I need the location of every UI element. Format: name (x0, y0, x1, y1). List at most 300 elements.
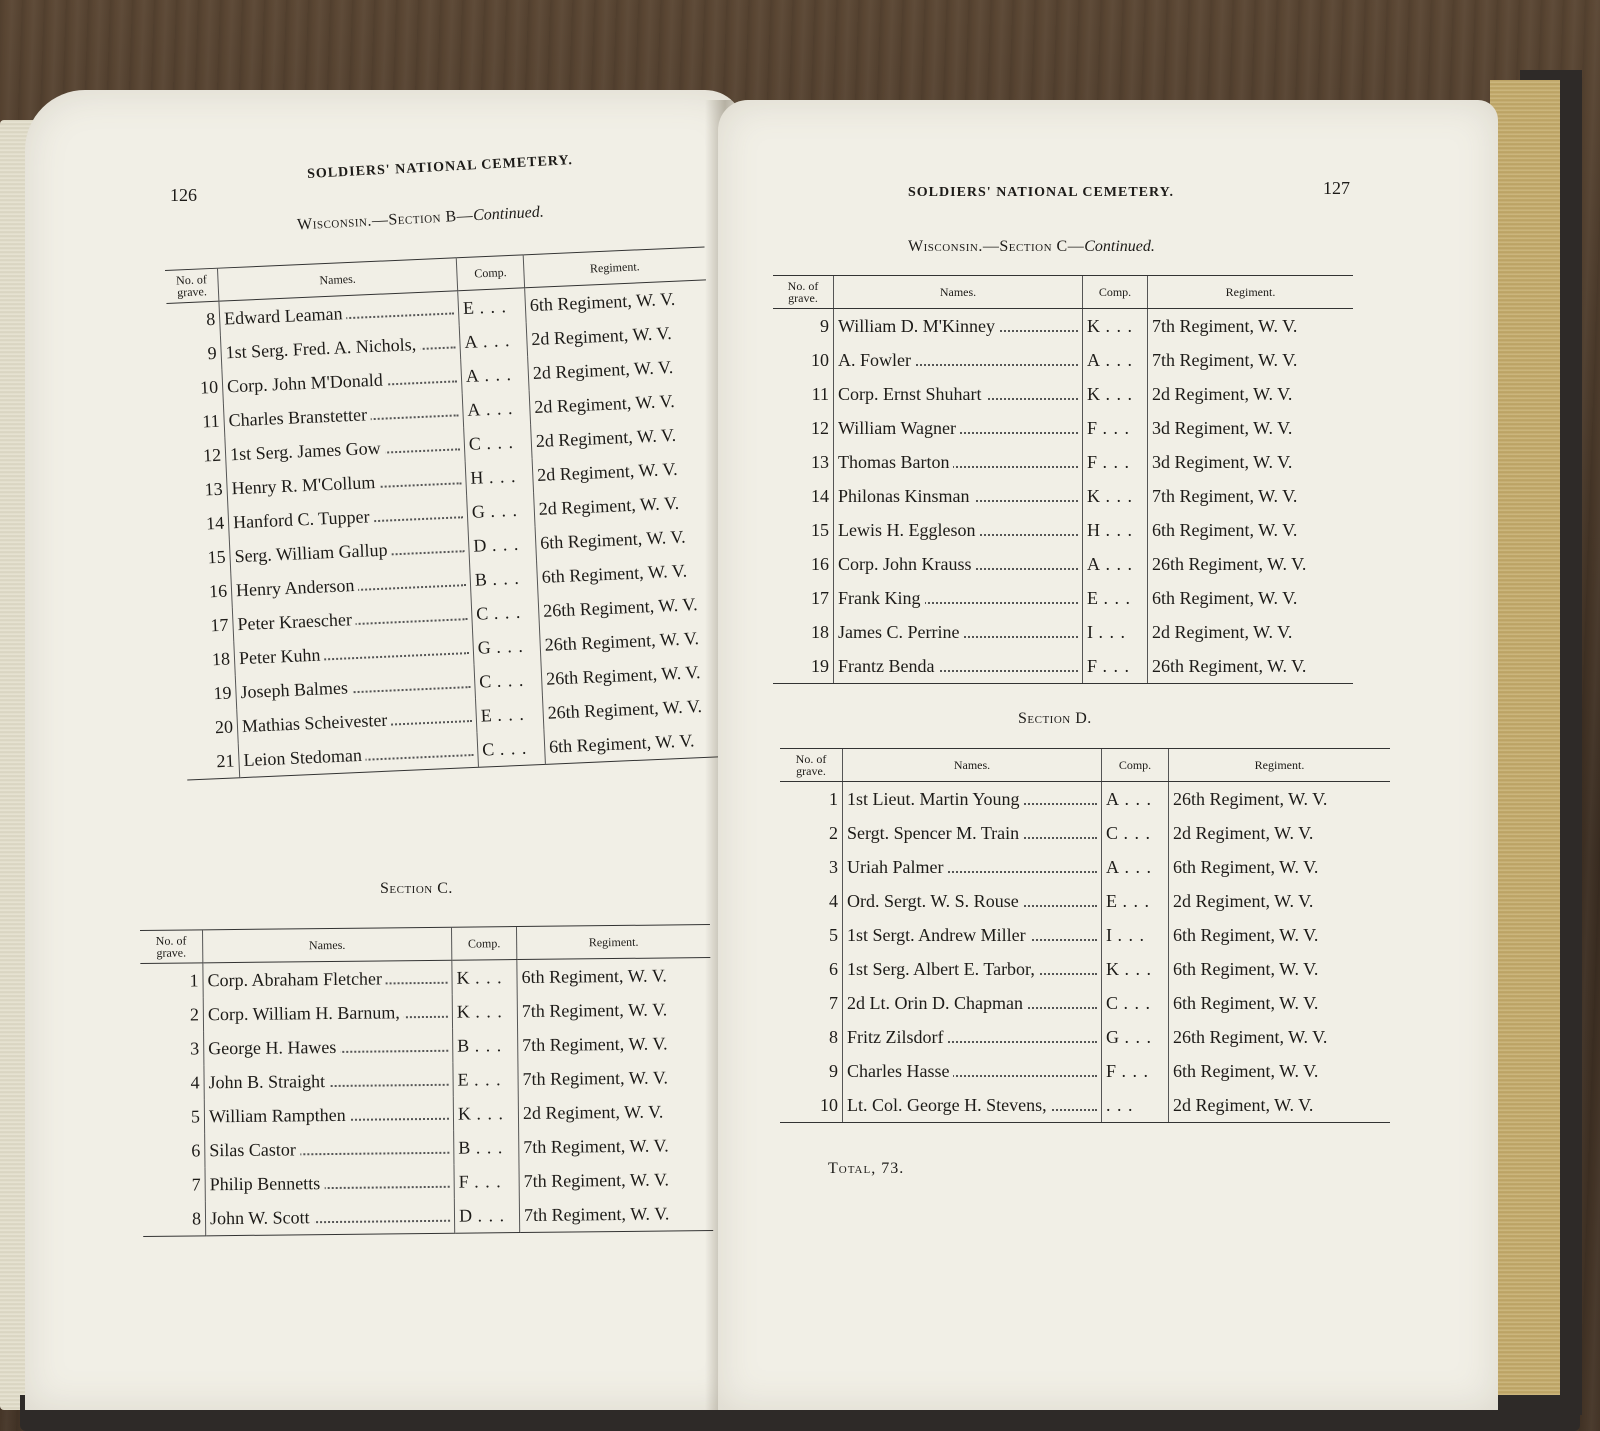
company-cell (454, 1198, 519, 1233)
name-cell (843, 850, 1102, 884)
company-letter: C (468, 432, 482, 454)
name-cell (834, 513, 1083, 547)
regiment-cell: 26th Regiment, W. V. (1169, 1020, 1391, 1054)
company-cell (471, 594, 539, 631)
soldier-name: 1st Serg. James Gow (230, 437, 385, 464)
company-letter: B (458, 1137, 471, 1158)
name-cell (843, 816, 1102, 850)
company-cell (476, 696, 544, 733)
table-row (780, 952, 1390, 986)
soldier-name: John B. Straight (208, 1071, 329, 1092)
leader-dots: . . . (1097, 417, 1131, 438)
leader-dots: . . . (1112, 924, 1145, 945)
company-letter: K (1087, 485, 1100, 506)
name-cell (843, 918, 1102, 952)
soldier-name: 1st Serg. Albert E. Tarbor, (847, 959, 1039, 979)
leader-dots: . . . (1100, 485, 1133, 506)
company-letter: C (1106, 992, 1119, 1013)
company-cell (1083, 309, 1148, 344)
grave-number: 9 (207, 342, 218, 363)
grave-number: 7 (829, 992, 838, 1013)
regiment-cell: 26th Regiment, W. V. (542, 688, 725, 730)
section-c-label: Section C. (380, 880, 453, 897)
grave-number: 6 (829, 958, 838, 979)
leader-dots: . . . (1093, 621, 1126, 642)
col-comp-header: Comp. (451, 927, 516, 961)
leader-dots: . . . (469, 1034, 503, 1056)
company-cell (1102, 952, 1169, 986)
regiment-cell: 2d Regiment, W. V. (1169, 1088, 1391, 1123)
soldier-name: William Rampthen (209, 1104, 350, 1125)
table-row (773, 649, 1353, 684)
grave-number: 1 (829, 788, 838, 809)
name-cell (204, 1029, 453, 1066)
regiment-cell: 7th Regiment, W. V. (518, 1060, 712, 1096)
regiment-cell: 2d Regiment, W. V. (1169, 884, 1391, 918)
col-names-header: Names. (203, 927, 452, 963)
regiment-cell: 6th Regiment, W. V. (1148, 581, 1354, 615)
grave-number: 14 (811, 485, 829, 506)
company-cell (453, 1028, 518, 1063)
grave-number: 3 (190, 1037, 200, 1058)
company-letter: F (458, 1171, 469, 1192)
company-cell (454, 1130, 519, 1165)
name-cell (843, 1054, 1102, 1088)
leader-dots: . . . (469, 1000, 503, 1022)
table-row (773, 411, 1353, 445)
page-edges-right (1490, 80, 1560, 1410)
company-letter: K (1087, 315, 1100, 336)
name-cell (843, 884, 1102, 918)
name-cell (834, 343, 1083, 377)
grave-number: 14 (205, 512, 225, 533)
soldier-name: Peter Kuhn (239, 644, 325, 668)
regiment-cell: 26th Regiment, W. V. (541, 654, 724, 696)
name-cell (843, 952, 1102, 986)
company-letter: H (1087, 519, 1100, 540)
regiment-cell: 6th Regiment, W. V. (1169, 918, 1391, 952)
table-row (773, 377, 1353, 411)
company-letter: A (1106, 788, 1119, 809)
grave-number: 19 (213, 682, 232, 703)
table-row (143, 1196, 713, 1236)
company-letter: B (457, 1035, 470, 1056)
leader-dots: . . . (486, 567, 521, 589)
soldier-name: William Wagner (838, 418, 960, 438)
soldier-name: John W. Scott (210, 1207, 314, 1228)
regiment-cell: 2d Regiment, W. V. (529, 382, 712, 424)
regiment-cell: 7th Regiment, W. V. (1148, 479, 1354, 513)
company-cell (1102, 918, 1169, 952)
soldier-name: 1st Lieut. Martin Young (847, 789, 1024, 809)
name-cell (834, 479, 1083, 513)
grave-number: 12 (202, 444, 222, 466)
company-cell (1102, 1054, 1169, 1088)
leader-dots: . . . (482, 465, 517, 487)
regiment-cell: 6th Regiment, W. V. (1169, 952, 1391, 986)
col-comp-header: Comp. (1102, 749, 1169, 782)
leader-dots: . . . (1100, 519, 1133, 540)
leader-dots: . . . (490, 669, 525, 691)
soldier-name: George H. Hawes (208, 1036, 340, 1057)
leader-dots: . . . (1119, 958, 1152, 979)
leader-dots: . . . (1119, 856, 1152, 877)
leader-dots: . . . (470, 1136, 504, 1158)
left-page (25, 90, 745, 1410)
regiment-cell: 6th Regiment, W. V. (535, 518, 718, 560)
leader-dots: . . . (473, 295, 508, 318)
company-cell (454, 1164, 519, 1199)
section-c-table (140, 924, 713, 1237)
company-letter: K (456, 1001, 470, 1022)
company-letter: H (469, 466, 484, 488)
company-letter: E (1106, 890, 1117, 911)
leader-dots: . . . (1116, 1060, 1150, 1081)
company-cell (452, 960, 517, 995)
company-letter: D (458, 1205, 473, 1226)
regiment-cell: 2d Regiment, W. V. (1169, 816, 1391, 850)
company-cell (1102, 850, 1169, 884)
company-letter: I (1106, 924, 1112, 945)
soldier-name: Leion Stedoman (243, 744, 366, 769)
regiment-cell: 26th Regiment, W. V. (1148, 547, 1354, 581)
table-row (773, 513, 1353, 547)
grave-number: 10 (811, 349, 829, 370)
company-cell (470, 560, 538, 597)
leader-dots: . . . (1118, 822, 1152, 843)
company-letter: E (462, 297, 475, 318)
company-cell (1083, 377, 1148, 411)
leader-dots: . . . (471, 1204, 506, 1226)
section-d-title (1018, 710, 1092, 728)
regiment-cell: 2d Regiment, W. V. (1148, 377, 1354, 411)
company-cell (1083, 513, 1148, 547)
col-names-header: Names. (843, 749, 1102, 782)
soldier-name: Corp. Abraham Fletcher (207, 968, 386, 990)
leader-dots: . . . (493, 737, 528, 759)
company-cell (1102, 986, 1169, 1020)
section-b-title (297, 204, 545, 235)
company-cell (464, 424, 532, 461)
col-no-header: No. of grave. (780, 749, 843, 782)
leader-dots: . . . (491, 703, 526, 725)
col-regiment-header: Regiment. (516, 925, 710, 960)
leader-dots: . . . (1097, 655, 1131, 676)
company-letter: D (472, 534, 487, 556)
table-row (780, 1054, 1390, 1088)
company-letter: A (1087, 553, 1100, 574)
name-cell (204, 1063, 453, 1100)
grave-number: 17 (210, 614, 229, 635)
company-cell (1083, 581, 1148, 615)
soldier-name: Mathias Scheivester (242, 709, 392, 736)
soldier-name: Thomas Barton (838, 452, 953, 472)
col-no-header: No. of grave. (773, 276, 834, 309)
section-c-continued-table (773, 275, 1353, 684)
section-b-label: Wisconsin.—Section B— (296, 207, 474, 234)
col-names-header: Names. (834, 276, 1083, 309)
company-cell (1102, 884, 1169, 918)
soldier-name: 2d Lt. Orin D. Chapman (847, 993, 1027, 1013)
leader-dots: . . . (1117, 890, 1150, 911)
company-letter: C (1106, 822, 1119, 843)
soldier-name: Lt. Col. George H. Stevens, (847, 1095, 1051, 1115)
leader-dots: . . . (490, 635, 525, 657)
grave-number: 9 (820, 315, 829, 336)
table-row (773, 547, 1353, 581)
soldier-name: Lewis H. Eggleson (838, 520, 979, 540)
table-row (780, 782, 1390, 817)
section-c-continued-title (908, 238, 1155, 256)
soldier-name: Joseph Balmes (240, 677, 352, 702)
regiment-cell: 26th Regiment, W. V. (1148, 649, 1354, 684)
name-cell (204, 1097, 453, 1134)
company-cell (474, 662, 542, 699)
company-letter: F (1106, 1060, 1117, 1081)
soldier-name: Serg. William Gallup (234, 539, 392, 566)
regiment-cell: 2d Regiment, W. V. (532, 450, 715, 492)
regiment-cell: 7th Regiment, W. V. (1148, 309, 1354, 344)
col-no-header: No. of grave. (140, 930, 203, 964)
soldier-name: Charles Branstetter (228, 404, 371, 430)
table-row (780, 816, 1390, 850)
grave-number: 5 (829, 924, 838, 945)
regiment-cell: 6th Regiment, W. V. (1169, 850, 1391, 884)
company-letter: K (1106, 958, 1119, 979)
name-cell (834, 615, 1083, 649)
regiment-cell: 6th Regiment, W. V. (1169, 1054, 1391, 1088)
company-letter: A (1106, 856, 1119, 877)
running-head: SOLDIERS' NATIONAL CEMETERY. (306, 153, 574, 182)
regiment-cell: 2d Regiment, W. V. (1148, 615, 1354, 649)
soldier-name: Frantz Benda (838, 656, 938, 676)
soldier-name: Philonas Kinsman (838, 486, 974, 506)
table-row (780, 986, 1390, 1020)
grave-number: 8 (829, 1026, 838, 1047)
leader-dots: . . . (468, 1170, 502, 1192)
soldier-name: Corp. John M'Donald (227, 369, 387, 396)
grave-number: 9 (829, 1060, 838, 1081)
regiment-cell: 26th Regiment, W. V. (539, 620, 722, 662)
leader-dots: . . . (1098, 587, 1131, 608)
grave-number: 12 (811, 417, 829, 438)
company-letter: G (477, 636, 492, 658)
grave-number: 7 (191, 1173, 201, 1194)
section-b-continued: Continued. (472, 203, 545, 225)
name-cell (203, 960, 452, 997)
soldier-name: Uriah Palmer (847, 857, 947, 877)
section-d-table (780, 748, 1390, 1123)
regiment-cell: 26th Regiment, W. V. (538, 586, 721, 628)
grave-number: 5 (190, 1105, 201, 1126)
grave-number: 17 (811, 587, 829, 608)
leader-dots: . . . (1106, 1094, 1134, 1115)
grave-number: 15 (811, 519, 829, 540)
company-letter: C (481, 738, 495, 760)
right-page (718, 100, 1498, 1410)
leader-dots: . . . (476, 329, 511, 351)
name-cell (205, 1199, 454, 1236)
regiment-cell: 6th Regiment, W. V. (525, 280, 708, 322)
name-cell (843, 1088, 1102, 1123)
leader-dots: . . . (484, 499, 519, 521)
company-letter: C (478, 670, 492, 692)
regiment-cell: 7th Regiment, W. V. (517, 992, 711, 1028)
company-letter: A (466, 398, 481, 420)
company-letter: F (1087, 417, 1098, 438)
col-names-header: Names. (217, 258, 457, 301)
leader-dots: . . . (485, 533, 520, 555)
company-cell (1083, 343, 1148, 377)
regiment-cell: 6th Regiment, W. V. (1148, 513, 1354, 547)
soldier-name: A. Fowler (838, 350, 915, 370)
col-regiment-header: Regiment. (1169, 749, 1391, 782)
soldier-name: Henry R. M'Collum (231, 471, 379, 497)
table-row (773, 615, 1353, 649)
leader-dots: . . . (1100, 315, 1133, 336)
company-cell (465, 458, 533, 495)
section-b-table (165, 246, 727, 780)
table-row (780, 1020, 1390, 1054)
grave-number: 2 (189, 1003, 199, 1024)
company-cell (473, 628, 541, 665)
table-row (780, 884, 1390, 918)
table-row (780, 918, 1390, 952)
company-letter: B (474, 568, 488, 590)
company-cell (1102, 1020, 1169, 1054)
grave-number: 18 (211, 648, 231, 669)
section-c-label: Wisconsin.—Section C— (908, 238, 1085, 255)
grave-number: 16 (208, 580, 228, 601)
company-letter: K (457, 1103, 472, 1124)
page-number: 127 (1323, 178, 1350, 198)
regiment-cell: 26th Regiment, W. V. (1169, 782, 1391, 817)
leader-dots: . . . (1119, 788, 1152, 809)
name-cell (843, 782, 1102, 817)
grave-number: 15 (207, 546, 226, 567)
company-cell (452, 994, 517, 1029)
page-number: 126 (170, 185, 197, 205)
company-cell (1083, 479, 1148, 513)
name-cell (205, 1165, 454, 1202)
grave-number: 4 (190, 1071, 200, 1092)
grave-number: 8 (205, 308, 216, 329)
name-cell (843, 986, 1102, 1020)
company-cell (1102, 1088, 1169, 1123)
company-letter: E (480, 704, 493, 726)
regiment-cell: 7th Regiment, W. V. (519, 1128, 713, 1164)
leader-dots: . . . (470, 1102, 505, 1124)
col-comp-header: Comp. (1083, 276, 1148, 309)
regiment-cell: 2d Regiment, W. V. (526, 314, 709, 356)
grave-number: 10 (199, 376, 219, 398)
name-cell (834, 547, 1083, 581)
soldier-name: Henry Anderson (236, 574, 359, 599)
company-cell (458, 288, 526, 325)
regiment-cell: 2d Regiment, W. V. (534, 484, 717, 526)
company-cell (468, 526, 536, 563)
company-cell (1102, 782, 1169, 817)
leader-dots: . . . (469, 966, 503, 988)
leader-dots: . . . (487, 601, 522, 623)
table-row (773, 309, 1353, 344)
name-cell (203, 995, 452, 1032)
name-cell (834, 309, 1083, 344)
grave-number: 3 (829, 856, 838, 877)
regiment-cell: 2d Regiment, W. V. (528, 348, 711, 390)
col-regiment-header: Regiment. (1148, 276, 1354, 309)
grave-number: 13 (811, 451, 829, 472)
company-cell (1083, 547, 1148, 581)
company-letter: A (1087, 349, 1100, 370)
leader-dots: . . . (479, 397, 514, 419)
col-comp-header: Comp. (456, 255, 524, 291)
grave-number: 18 (811, 621, 829, 642)
table-row (773, 445, 1353, 479)
table-row (780, 850, 1390, 884)
company-cell (1083, 411, 1148, 445)
regiment-cell: 2d Regiment, W. V. (518, 1094, 712, 1130)
section-d-label: Section D. (1018, 710, 1092, 727)
company-letter: G (471, 500, 486, 522)
company-letter: F (1087, 655, 1098, 676)
company-letter: A (465, 364, 480, 386)
name-cell (834, 445, 1083, 479)
soldier-name: James C. Perrine (838, 622, 963, 642)
total-count: Total, 73. (828, 1160, 905, 1177)
leader-dots: . . . (1100, 383, 1133, 404)
leader-dots: . . . (480, 431, 515, 453)
soldier-name: 1st Serg. Fred. A. Nichols, (225, 333, 420, 361)
soldier-name: 1st Sergt. Andrew Miller (847, 925, 1030, 945)
regiment-cell: 6th Regiment, W. V. (537, 552, 720, 594)
regiment-cell: 3d Regiment, W. V. (1148, 445, 1354, 479)
regiment-cell: 2d Regiment, W. V. (531, 416, 714, 458)
col-no-header: No. of grave. (165, 268, 219, 303)
company-letter: A (463, 330, 478, 352)
company-cell (1083, 649, 1148, 684)
regiment-cell: 6th Regiment, W. V. (1169, 986, 1391, 1020)
regiment-cell: 7th Regiment, W. V. (519, 1196, 713, 1233)
leader-dots: . . . (1119, 1026, 1152, 1047)
company-letter: E (1087, 587, 1098, 608)
soldier-name: Corp. John Krauss (838, 554, 976, 574)
grave-number: 20 (214, 715, 234, 737)
soldier-name: William D. M'Kinney (838, 316, 999, 336)
name-cell (834, 377, 1083, 411)
grave-number: 1 (189, 969, 199, 990)
leader-dots: . . . (1100, 553, 1133, 574)
soldier-name: Edward Leaman (224, 303, 347, 328)
name-cell (834, 581, 1083, 615)
table-row (773, 581, 1353, 615)
name-cell (834, 411, 1083, 445)
soldier-name: Peter Kraescher (237, 609, 356, 634)
grave-number: 6 (191, 1139, 201, 1160)
grave-number: 10 (780, 1088, 843, 1123)
company-cell (467, 492, 535, 529)
section-c-title (380, 880, 453, 898)
grave-number: 19 (773, 649, 834, 684)
running-head: SOLDIERS' NATIONAL CEMETERY. (908, 185, 1174, 200)
company-letter: E (457, 1069, 469, 1090)
col-regiment-header: Regiment. (523, 247, 706, 288)
name-cell (834, 649, 1083, 684)
grave-number: 11 (201, 410, 221, 432)
company-cell (477, 730, 545, 767)
company-cell (459, 322, 527, 359)
company-letter: G (1106, 1026, 1119, 1047)
